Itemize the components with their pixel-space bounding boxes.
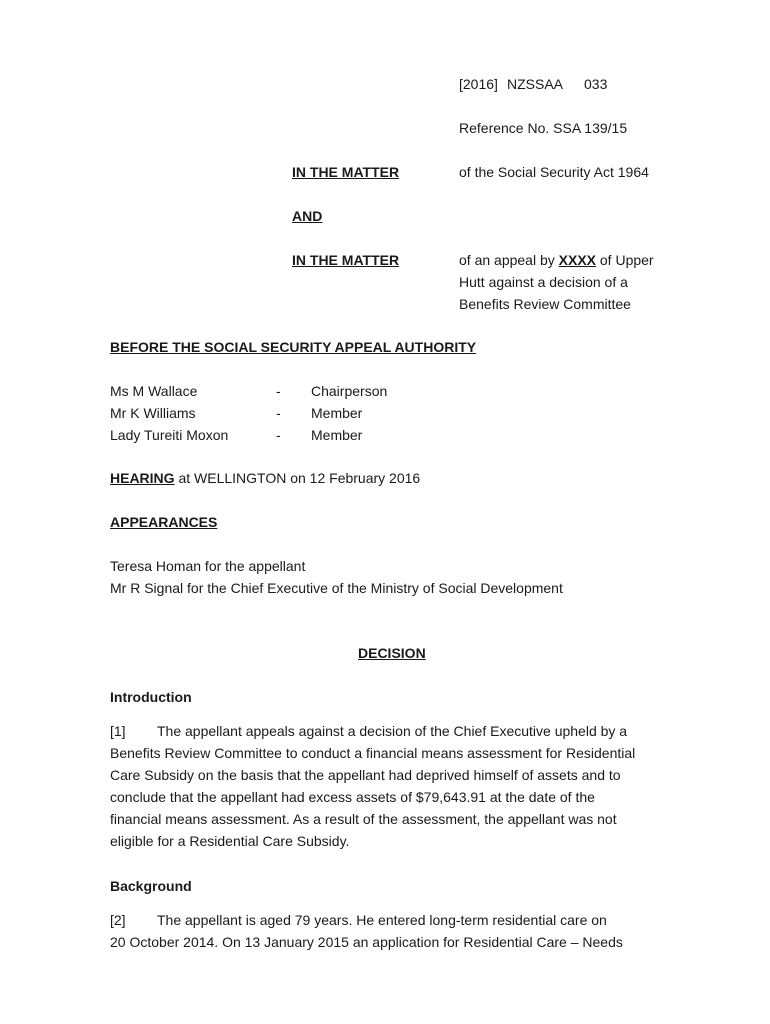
paragraph-line: Benefits Review Committee to conduct a financial means assessment for Residential — [110, 745, 636, 761]
introduction-heading: Introduction — [110, 689, 192, 705]
hearing-line — [110, 469, 420, 487]
and-heading: AND — [292, 208, 323, 224]
matter-1-text: of the Social Security Act 1964 — [459, 164, 649, 180]
appearances-heading: APPEARANCES — [110, 514, 218, 530]
panel-member-name: Lady Tureiti Moxon — [110, 427, 229, 443]
hearing-text: at WELLINGTON on 12 February 2016 — [174, 470, 421, 486]
panel-member-role: Member — [311, 427, 363, 443]
paragraph-line: conclude that the appellant had excess assets of $79,643.91 at the date of the — [110, 789, 595, 805]
appellant-name: XXXX — [558, 252, 596, 268]
citation-year: [2016] — [459, 76, 498, 92]
appearance-line: Mr R Signal for the Chief Executive of the Ministry of Social Development — [110, 580, 563, 596]
matter-2-pre: of an appeal by — [459, 252, 559, 268]
paragraph-number: [1] — [110, 723, 126, 739]
citation-number: 033 — [584, 76, 608, 92]
paragraph-text: The appellant appeals against a decision of the Chief Executive upheld by a — [157, 723, 628, 739]
matter-2-line-1 — [459, 251, 654, 269]
paragraph-2 — [110, 909, 679, 953]
citation-court: NZSSAA — [507, 76, 564, 92]
panel-member-role: Chairperson — [311, 383, 388, 399]
paragraph-line — [110, 909, 679, 931]
reference-number: Reference No. SSA 139/15 — [459, 120, 628, 136]
paragraph-1 — [110, 720, 679, 852]
background-heading: Background — [110, 878, 192, 894]
in-the-matter-heading-2: IN THE MATTER — [292, 252, 400, 268]
panel-dash: - — [276, 405, 281, 421]
paragraph-line — [110, 720, 679, 742]
panel-dash: - — [276, 383, 281, 399]
matter-2-line-3: Benefits Review Committee — [459, 296, 631, 312]
paragraph-number: [2] — [110, 912, 126, 928]
matter-2-post: of Upper — [596, 252, 654, 268]
matter-2-line-2: Hutt against a decision of a — [459, 274, 628, 290]
in-the-matter-heading-1: IN THE MATTER — [292, 164, 400, 180]
before-authority-heading: BEFORE THE SOCIAL SECURITY APPEAL AUTHORITY — [110, 339, 477, 355]
panel-member-name: Mr K Williams — [110, 405, 196, 421]
paragraph-line: eligible for a Residential Care Subsidy. — [110, 833, 350, 849]
paragraph-line: Care Subsidy on the basis that the appellant had deprived himself of assets and to — [110, 767, 621, 783]
panel-member-name: Ms M Wallace — [110, 383, 198, 399]
panel-member-role: Member — [311, 405, 363, 421]
paragraph-line: financial means assessment. As a result of the assessment, the appellant was not — [110, 811, 617, 827]
paragraph-line: 20 October 2014. On 13 January 2015 an application for Residential Care – Needs — [110, 934, 623, 950]
hearing-label: HEARING — [110, 470, 175, 486]
panel-dash: - — [276, 427, 281, 443]
paragraph-text: The appellant is aged 79 years. He entered long-term residential care on — [157, 912, 607, 928]
appearance-line: Teresa Homan for the appellant — [110, 558, 306, 574]
decision-heading: DECISION — [358, 645, 426, 661]
